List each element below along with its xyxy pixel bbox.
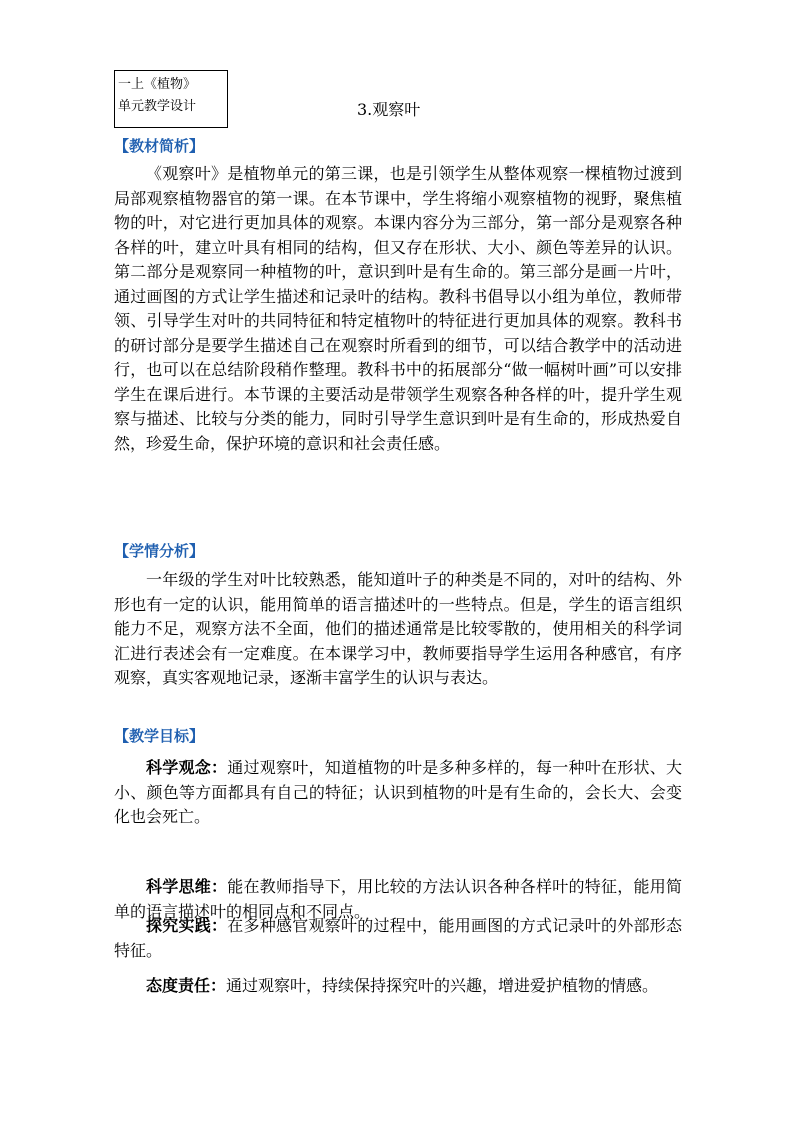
goal-label: 科学观念：: [146, 758, 228, 777]
goal-text: 在多种感官观察叶的过程中，能用画图的方式记录叶的外部形态特征。: [114, 916, 682, 960]
paragraph-textbook: 《观察叶》是植物单元的第三课，也是引领学生从整体观察一棵植物过渡到局部观察植物器官的第一课。在本节课中，学生将缩小观察植物的视野，聚焦植物的叶，对它进行更加具体的观察。本课内容分为三部分，第一部分是观察各种各样的叶，建立叶具有相同的结构，但又存在形状、大小、颜色等差异的认识。第二部分是观察同一种植物的叶，意识到叶是有生命的。第三部分是画一片叶，通过画图的方式让学生描述和记录叶的结构。教科书倡导以小组为单位，教师带领、引导学生对叶的共同特征和特定植物叶的特征进行更加具体的观察。教科书的研讨部分是要学生描述自己在观察时所看到的细节，可以结合教学中的活动进行，也可以在总结阶段稍作整理。教科书中的拓展部分“做一幅树叶画”可以安排学生在课后进行。本节课的主要活动是带领学生观察各种各样的叶，提升学生观察与描述、比较与分类的能力，同时引导学生意识到叶是有生命的，形成热爱自然，珍爱生命，保护环境的意识和社会责任感。: [114, 164, 682, 453]
section-heading-goals: 【教学目标】: [114, 727, 205, 745]
goal-text: 能在教师指导下，用比较的方法认识各种各样叶的特征，能用简单的语言描述叶的相同点和不同点。: [114, 877, 682, 921]
goal-label: 探究实践：: [146, 916, 228, 935]
paragraph-students: 一年级的学生对叶比较熟悉，能知道叶子的种类是不同的，对叶的结构、外形也有一定的认识，能用简单的语言描述叶的一些特点。但是，学生的语言组织能力不足，观察方法不全面，他们的描述通常是比较零散的，使用相关的科学词汇进行表述会有一定难度。在本课学习中，教师要指导学生运用各种感官，有序观察，真实客观地记录，逐渐丰富学生的认识与表达。: [114, 570, 682, 687]
unit-label-box: [114, 70, 228, 128]
goal-text: 通过观察叶，持续保持探究叶的兴趣，增进爱护植物的情感。: [226, 976, 659, 995]
section-heading-students: 【学情分析】: [114, 542, 205, 560]
unit-label-line2: 单元教学设计: [118, 99, 197, 114]
goal-item-attitude: [114, 974, 682, 999]
page-title: 3.观察叶: [357, 100, 421, 119]
goal-item-concept: [114, 756, 682, 830]
unit-label-line1: 一上《植物》: [118, 77, 197, 92]
goal-label: 科学思维：: [146, 877, 228, 896]
goal-text: 通过观察叶，知道植物的叶是多种多样的，每一种叶在形状、大小、颜色等方面都具有自己的特征；认识到植物的叶是有生命的，会长大、会变化也会死亡。: [114, 758, 682, 826]
section-heading-textbook: 【教材简析】: [114, 137, 205, 155]
goal-item-practice: [114, 914, 682, 963]
goal-label: 态度责任：: [146, 976, 227, 995]
